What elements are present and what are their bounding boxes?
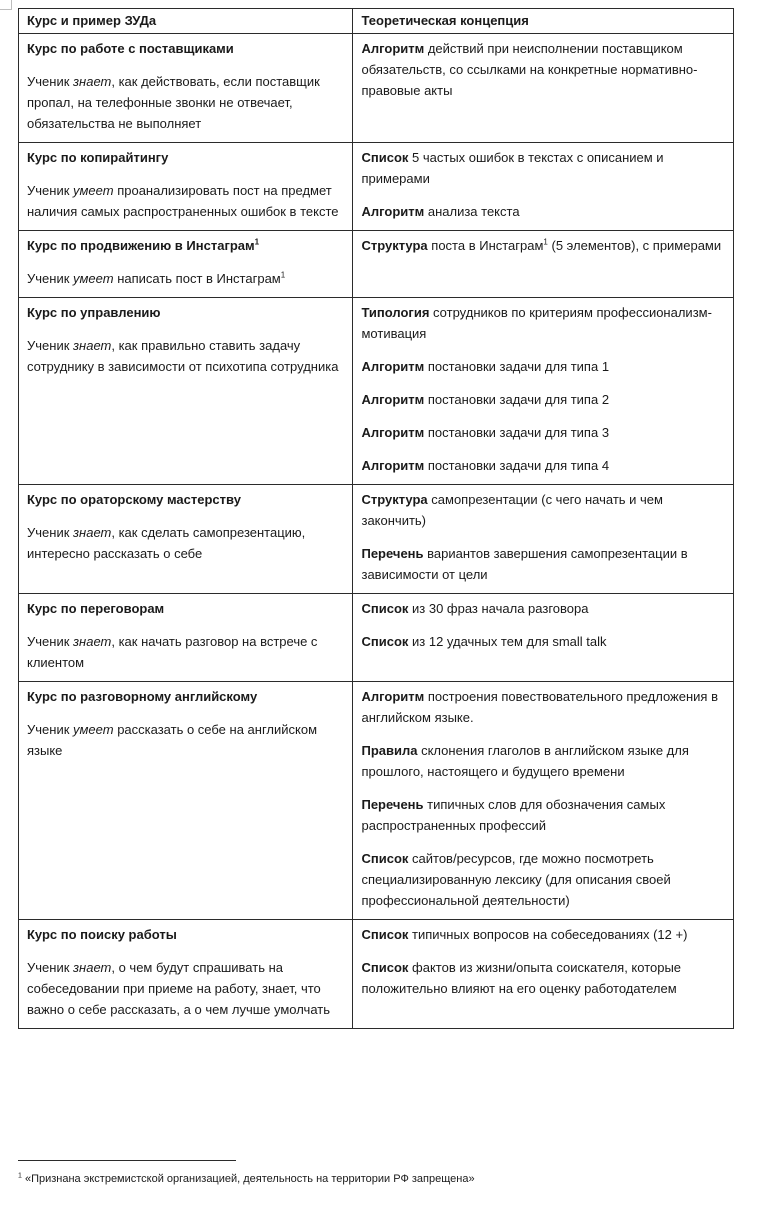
course-title-text: Курс по управлению [27, 305, 161, 320]
concept-cell [353, 231, 734, 298]
concept-item [361, 598, 725, 619]
learning-outcome [27, 180, 344, 222]
outcome-text: написать пост в Инстаграм [113, 271, 281, 286]
concept-text: постановки задачи для типа 2 [424, 392, 610, 407]
footnote-ref: 1 [543, 237, 548, 247]
table-row [19, 682, 734, 920]
course-cell [19, 682, 353, 920]
course-title-text: Курс по поиску работы [27, 927, 177, 942]
course-title-text: Курс по работе с поставщиками [27, 41, 234, 56]
table-row [19, 34, 734, 143]
course-cell [19, 298, 353, 485]
concept-keyword: Алгоритм [361, 392, 425, 407]
concept-text: постановки задачи для типа 1 [424, 359, 610, 374]
concept-text: из 30 фраз начала разговора [408, 601, 589, 616]
outcome-verb: знает [73, 74, 112, 89]
table-header-row [19, 9, 734, 34]
concept-item [361, 235, 725, 256]
learning-outcome [27, 957, 344, 1020]
concept-keyword: Правила [361, 743, 418, 758]
corner-crop-mark [0, 0, 12, 10]
concept-keyword: Перечень [361, 546, 424, 561]
course-cell [19, 143, 353, 231]
concept-text: постановки задачи для типа 3 [424, 425, 610, 440]
outcome-verb: знает [73, 525, 112, 540]
table-row [19, 920, 734, 1029]
concept-item [361, 356, 725, 377]
concept-text: самопрезентации (с чего начать и чем закончить) [361, 492, 663, 528]
table-row [19, 485, 734, 594]
concept-cell [353, 485, 734, 594]
concept-item [361, 302, 725, 344]
outcome-lead: Ученик [27, 183, 74, 198]
concept-keyword: Типология [361, 305, 430, 320]
course-title-text: Курс по разговорному английскому [27, 689, 258, 704]
course-title-text: Курс по продвижению в Инстаграм [27, 238, 255, 253]
concept-item [361, 848, 725, 911]
outcome-text: , как правильно ставить задачу сотруднику в зависимости от психотипа сотрудника [27, 338, 339, 374]
outcome-verb: умеет [73, 722, 114, 737]
footnote-ref: 1 [254, 237, 260, 247]
outcome-lead: Ученик [27, 338, 74, 353]
concept-text: поста в Инстаграм [427, 238, 544, 253]
outcome-text: , как начать разговор на встрече с клиентом [27, 634, 318, 670]
footnote-ref: 1 [280, 270, 286, 280]
concept-text: действий при неисполнении поставщиком обязательств, со ссылками на конкретные нормативно-правовые акты [361, 41, 698, 98]
concept-item [361, 147, 725, 189]
outcome-lead: Ученик [27, 525, 74, 540]
concept-item [361, 201, 725, 222]
courses-table [18, 8, 734, 1029]
concept-keyword: Алгоритм [361, 41, 425, 56]
concept-keyword: Структура [361, 492, 428, 507]
concept-keyword: Алгоритм [361, 204, 425, 219]
learning-outcome [27, 522, 344, 564]
concept-text: типичных слов для обозначения самых распространенных профессий [361, 797, 666, 833]
concept-item [361, 631, 725, 652]
concept-keyword: Список [361, 634, 409, 649]
outcome-lead: Ученик [27, 634, 74, 649]
learning-outcome [27, 719, 344, 761]
course-title [27, 38, 344, 59]
footnote-mark: 1 [18, 1172, 22, 1180]
outcome-verb: умеет [73, 183, 114, 198]
concept-item [361, 686, 725, 728]
concept-keyword: Алгоритм [361, 425, 425, 440]
table-row [19, 231, 734, 298]
outcome-lead: Ученик [27, 960, 74, 975]
table-row [19, 298, 734, 485]
table-row [19, 594, 734, 682]
concept-item [361, 957, 725, 999]
concept-item [361, 543, 725, 585]
outcome-lead: Ученик [27, 271, 74, 286]
concept-keyword: Структура [361, 238, 428, 253]
concept-item [361, 489, 725, 531]
concept-text: анализа текста [424, 204, 520, 219]
concept-cell [353, 34, 734, 143]
course-title [27, 235, 344, 256]
footnote-separator [18, 1160, 236, 1161]
outcome-verb: знает [73, 960, 112, 975]
course-title-text: Курс по ораторскому мастерству [27, 492, 241, 507]
concept-text: фактов из жизни/опыта соискателя, которые положительно влияют на его оценку работодателем [361, 960, 682, 996]
course-cell [19, 231, 353, 298]
course-title [27, 302, 344, 323]
outcome-verb: умеет [73, 271, 114, 286]
learning-outcome [27, 631, 344, 673]
outcome-text: рассказать о себе на английском языке [27, 722, 318, 758]
outcome-lead: Ученик [27, 74, 74, 89]
learning-outcome [27, 268, 344, 289]
outcome-text: проанализировать пост на предмет наличия самых распространенных ошибок в тексте [27, 183, 339, 219]
concept-keyword: Перечень [361, 797, 424, 812]
outcome-verb: знает [73, 338, 112, 353]
course-title-text: Курс по переговорам [27, 601, 165, 616]
course-cell [19, 34, 353, 143]
concept-cell [353, 682, 734, 920]
concept-keyword: Список [361, 851, 409, 866]
concept-keyword: Список [361, 960, 409, 975]
concept-keyword: Список [361, 601, 409, 616]
course-title [27, 489, 344, 510]
concept-text: сотрудников по критериям профессионализм-мотивация [361, 305, 712, 341]
concept-item [361, 455, 725, 476]
concept-text: склонения глаголов в английском языке для прошлого, настоящего и будущего времени [361, 743, 689, 779]
course-cell [19, 485, 353, 594]
concept-keyword: Список [361, 927, 409, 942]
table-row [19, 143, 734, 231]
course-title-text: Курс по копирайтингу [27, 150, 169, 165]
concept-text: вариантов завершения самопрезентации в зависимости от цели [361, 546, 688, 582]
outcome-text: , как действовать, если поставщик пропал, на телефонные звонки не отвечает, обязательства не выполняет [27, 74, 320, 131]
outcome-lead: Ученик [27, 722, 74, 737]
concept-text: постановки задачи для типа 4 [424, 458, 610, 473]
concept-item [361, 740, 725, 782]
footnote [18, 1172, 738, 1186]
course-cell [19, 920, 353, 1029]
concept-text: типичных вопросов на собеседованиях (12 +) [408, 927, 688, 942]
course-title [27, 924, 344, 945]
concept-text: построения повествовательного предложения в английском языке. [361, 689, 718, 725]
concept-item [361, 422, 725, 443]
outcome-verb: знает [73, 634, 112, 649]
header-course-example: Курс и пример ЗУДа [19, 9, 353, 34]
concept-text: из 12 удачных тем для small talk [408, 634, 607, 649]
concept-cell [353, 594, 734, 682]
concept-item [361, 389, 725, 410]
header-theoretical-concept: Теоретическая концепция [353, 9, 734, 34]
concept-item [361, 38, 725, 101]
concept-cell [353, 143, 734, 231]
concept-keyword: Алгоритм [361, 458, 425, 473]
footnote-text: «Признана экстремистской организацией, деятельность на территории РФ запрещена» [21, 1173, 475, 1185]
concept-text: сайтов/ресурсов, где можно посмотреть специализированную лексику (для описания своей профессиональной деятельности) [361, 851, 671, 908]
course-title [27, 686, 344, 707]
concept-keyword: Алгоритм [361, 689, 425, 704]
learning-outcome [27, 71, 344, 134]
course-title [27, 147, 344, 168]
outcome-text: , о чем будут спрашивать на собеседовании при приеме на работу, знает, что важно о себе рассказать, а о чем лучше умолчать [27, 960, 330, 1017]
concept-item [361, 924, 725, 945]
outcome-text: , как сделать самопрезентацию, интересно рассказать о себе [27, 525, 306, 561]
course-cell [19, 594, 353, 682]
course-title [27, 598, 344, 619]
concept-cell [353, 920, 734, 1029]
concept-text-tail: (5 элементов), с примерами [547, 238, 722, 253]
concept-item [361, 794, 725, 836]
concept-keyword: Алгоритм [361, 359, 425, 374]
learning-outcome [27, 335, 344, 377]
concept-cell [353, 298, 734, 485]
concept-text: 5 частых ошибок в текстах с описанием и примерами [361, 150, 664, 186]
concept-keyword: Список [361, 150, 409, 165]
